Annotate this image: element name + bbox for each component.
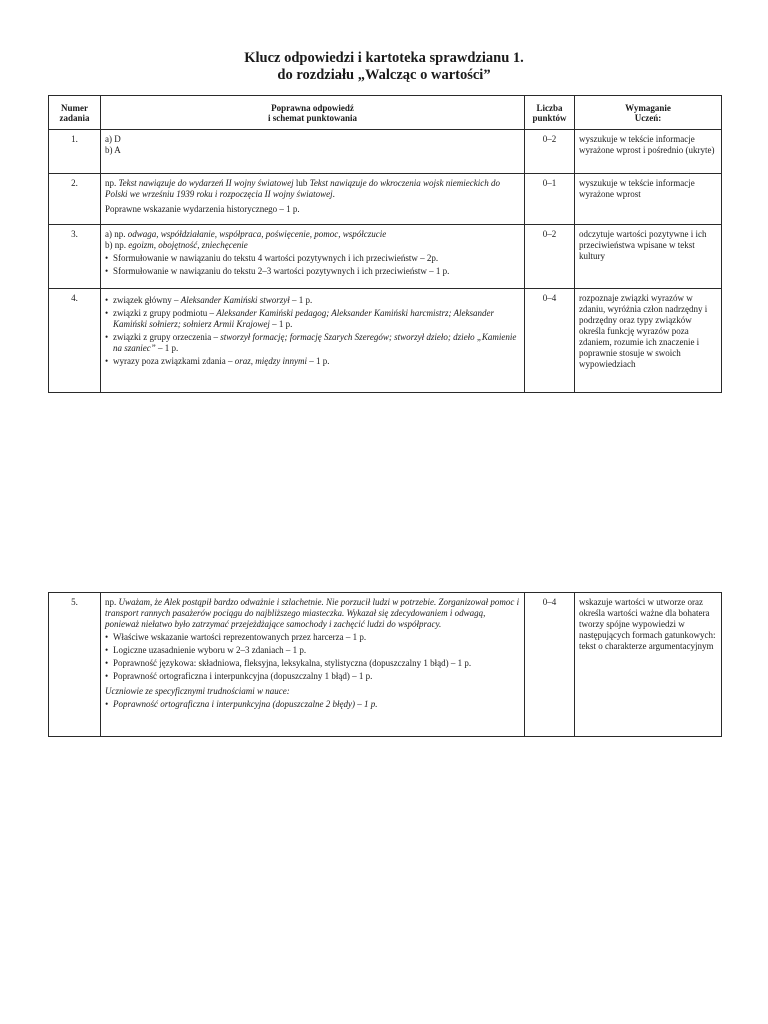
scoring-item: • Poprawność ortograficzna i interpunkcyjna (dopuszczalne 2 błędy) – 1 p. [105,699,520,710]
answer-cell [101,130,525,174]
answer-cell: np. Uważam, że Alek postąpił bardzo odważnie i szlachetnie. Nie porzucił ludzi w potrzebie. Zorganizował pomoc i transport rannych pasażerów pociągu do najbliższego miasteczka. Wykazał się zdecydowaniem i odwagą, ponieważ niełatwo było zatrzymać przejeżdżające samochody i zachęcić ludzi do współpracy. • Właściwe wskazanie wartości reprezentowanych przez harcerza – 1 p. • Logiczne uzasadnienie wyboru w 2–3 zdaniach – 1 p. • Poprawność językowa: składniowa, fleksyjna, leksykalna, stylistyczna (dopuszczalny 1 błąd) – 1 p. • Poprawność ortograficzna i interpunkcyjna (dopuszczalny 1 błąd) – 1 p. Uczniowie ze specyficznymi trudnościami w nauce: • Poprawność ortograficzna i interpunkcyjna (dopuszczalne 2 błędy) – 1 p. [101,593,525,737]
scoring-list [105,295,520,367]
example-text: Uważam, że Alek postąpił bardzo odważnie i szlachetnie. Nie porzucił ludzi w potrzebie. Zorganizował pomoc i transport rannych pasażerów pociągu do najbliższego miasteczka. Wykazał się zdecydowaniem i odwagą, ponieważ niełatwo było zatrzymać przejeżdżające samochody i zachęcić ludzi do współpracy. [105,597,520,629]
requirement-2: określa funkcję wyrazów poza zdaniem, rozumie ich znaczenie i poprawnie stosuje w swoich wypowiedziach [579,326,700,369]
points-cell: 0–4 [525,289,575,393]
table-row [49,225,722,289]
special-scoring-list [105,699,520,710]
scoring-item: • związki z grupy podmiotu – Aleksander Kamiński pedagog; Aleksander Kamiński harcmistrz; Aleksander Kamiński sołnierz; sołnierz Armii Krajowej – 1 p. [105,308,520,330]
requirement-2: tworzy spójne wypowiedzi w następujących formach gatunkowych: tekst o charakterze argumentacyjnym [579,619,716,651]
header-requirement: Wymaganie Uczeń: [575,96,722,130]
answer-a: a) D [105,134,121,144]
task-number: 5. [49,593,101,737]
title-line-2: do rozdziału „Walcząc o wartości” [277,67,491,83]
example-text-2: Tekst nawiązuje do wkroczenia wojsk niemieckich do Polski we wrześniu 1939 roku i rozpoczęcia II wojny światowej [105,178,500,199]
scoring-item: • Poprawność ortograficzna i interpunkcyjna (dopuszczalny 1 błąd) – 1 p. [105,671,520,682]
header-answer: Poprawna odpowiedź i schemat punktowania [101,96,525,130]
points-cell: 0–2 [525,130,575,174]
answer-a: a) np. odwaga, współdziałanie, współpraca, poświęcenie, pomoc, współczucie [105,229,387,239]
scoring-item: • Sformułowanie w nawiązaniu do tekstu 4 wartości pozytywnych i ich przeciwieństw – 2p. [105,253,520,264]
requirement-cell: odczytuje wartości pozytywne i ich przeciwieństwa wpisane w tekst kultury [575,225,722,289]
answer-b: b) A [105,145,121,155]
scoring-item: • Sformułowanie w nawiązaniu do tekstu 2–3 wartości pozytywnych i ich przeciwieństw – 1 p. [105,266,520,277]
requirement-cell [575,593,722,737]
table-header-row [49,96,722,130]
task-number: 2. [49,174,101,225]
example-text-1: Tekst nawiązuje do wydarzeń II wojny światowej [118,178,294,188]
scoring-list [105,253,520,277]
requirement-1: wskazuje wartości w utworze oraz określa wartości ważne dla bohatera [579,597,710,618]
scoring-item: • związki z grupy orzeczenia – stworzył formację; formację Szarych Szeregów; stworzył dzieło; dzieło „Kamienie na szaniec” – 1 p. [105,332,520,354]
points-cell: 0–1 [525,174,575,225]
requirement-cell [575,289,722,393]
scoring-rule: Poprawne wskazanie wydarzenia historycznego – 1 p. [105,204,300,214]
points-cell: 0–4 [525,593,575,737]
table-row [49,289,722,393]
answer-b: b) np. egoizm, obojętność, zniechęcenie [105,240,248,250]
scoring-list [105,632,520,682]
scoring-item: • wyrazy poza związkami zdania – oraz, między innymi – 1 p. [105,356,520,367]
table-row [49,130,722,174]
document-title [0,50,768,84]
table-row [49,593,722,737]
points-cell: 0–2 [525,225,575,289]
answer-cell [101,225,525,289]
answer-key-table [48,95,722,393]
special-needs-note: Uczniowie ze specyficznymi trudnościami w nauce: [105,686,290,696]
requirement-1: rozpoznaje związki wyrazów w zdaniu, wyróżnia człon nadrzędny i podrzędny oraz typy związków [579,293,708,325]
task-number: 1. [49,130,101,174]
scoring-item: • związek główny – Aleksander Kamiński stworzył – 1 p. [105,295,520,306]
answer-cell: np. Tekst nawiązuje do wydarzeń II wojny światowej lub Tekst nawiązuje do wkroczenia wojsk niemieckich do Polski we wrześniu 1939 roku i rozpoczęcia II wojny światowej. Poprawne wskazanie wydarzenia historycznego – 1 p. [101,174,525,225]
header-points: Liczba punktów [525,96,575,130]
requirement-cell: wyszukuje w tekście informacje wyrażone wprost i pośrednio (ukryte) [575,130,722,174]
scoring-item: • Logiczne uzasadnienie wyboru w 2–3 zdaniach – 1 p. [105,645,520,656]
task-number: 3. [49,225,101,289]
answer-cell [101,289,525,393]
answer-key-table-continued [48,592,722,737]
scoring-item: • Właściwe wskazanie wartości reprezentowanych przez harcerza – 1 p. [105,632,520,643]
requirement-cell: wyszukuje w tekście informacje wyrażone wprost [575,174,722,225]
scoring-item: • Poprawność językowa: składniowa, fleksyjna, leksykalna, stylistyczna (dopuszczalny 1 błąd) – 1 p. [105,658,520,669]
title-line-1: Klucz odpowiedzi i kartoteka sprawdzianu 1. [244,50,524,66]
task-number: 4. [49,289,101,393]
table-row [49,174,722,225]
header-number: Numer zadania [49,96,101,130]
